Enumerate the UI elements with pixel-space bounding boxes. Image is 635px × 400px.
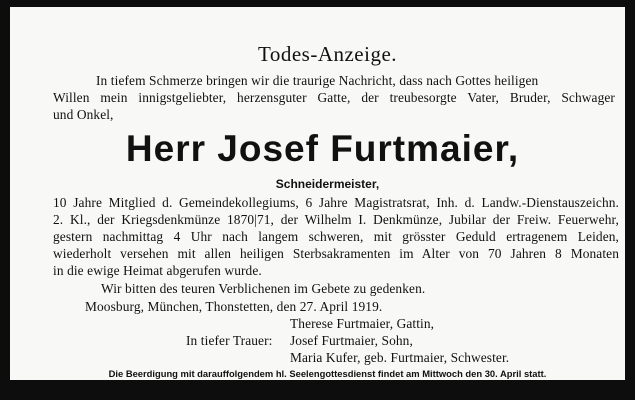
place-and-date: Moosburg, München, Thonstetten, den 27. April 1919.: [85, 299, 383, 314]
intro-line-1: In tiefem Schmerze bringen wir die traurige Nachricht, dass nach Gottes heiligen: [96, 73, 539, 88]
mourner-2: Josef Furtmaier, Sohn,: [290, 333, 413, 348]
detail-line-1: 10 Jahre Mitglied d. Gemeindekollegiums, 6 Jahre Magistratsrat, Inh. d. Landw.-Dienstauszeichn.: [53, 195, 619, 210]
prayer-request: Wir bitten des teuren Verblichenen im Gebete zu gedenken.: [101, 281, 426, 296]
notice-title: Todes-Anzeige.: [257, 42, 398, 66]
detail-line-3: gestern nachmittag 4 Uhr nach langem schweren, mit grösster Geduld ertragenem Leiden,: [53, 229, 619, 244]
funeral-note: Die Beerdigung mit darauffolgendem hl. Seelengottesdienst findet am Mittwoch den 30. April statt.: [108, 368, 547, 379]
obituary-notice: [20, 14, 635, 387]
intro-line-2: Willen mein innigstgeliebter, herzensguter Gatte, der treubesorgte Vater, Bruder, Schwager: [53, 90, 615, 105]
detail-line-2: 2. Kl., der Kriegsdenkmünze 1870|71, der Wilhelm I. Denkmünze, Jubilar der Freiw. Feuerwehr,: [53, 212, 619, 227]
detail-line-5: in die ewige Heimat abgerufen wurde.: [53, 263, 262, 278]
mourner-1: Therese Furtmaier, Gattin,: [290, 316, 435, 331]
intro-line-3: und Onkel,: [53, 107, 114, 122]
mourner-3: Maria Kufer, geb. Furtmaier, Schwester.: [290, 350, 510, 365]
deceased-name: Herr Josef Furtmaier,: [125, 128, 520, 169]
mourning-label: In tiefer Trauer:: [186, 333, 273, 348]
deceased-profession: Schneidermeister,: [275, 177, 380, 191]
detail-line-4: wiederholt versehen mit allen heiligen Sterbsakramenten im Alter von 70 Jahren 8 Monaten: [53, 246, 619, 261]
